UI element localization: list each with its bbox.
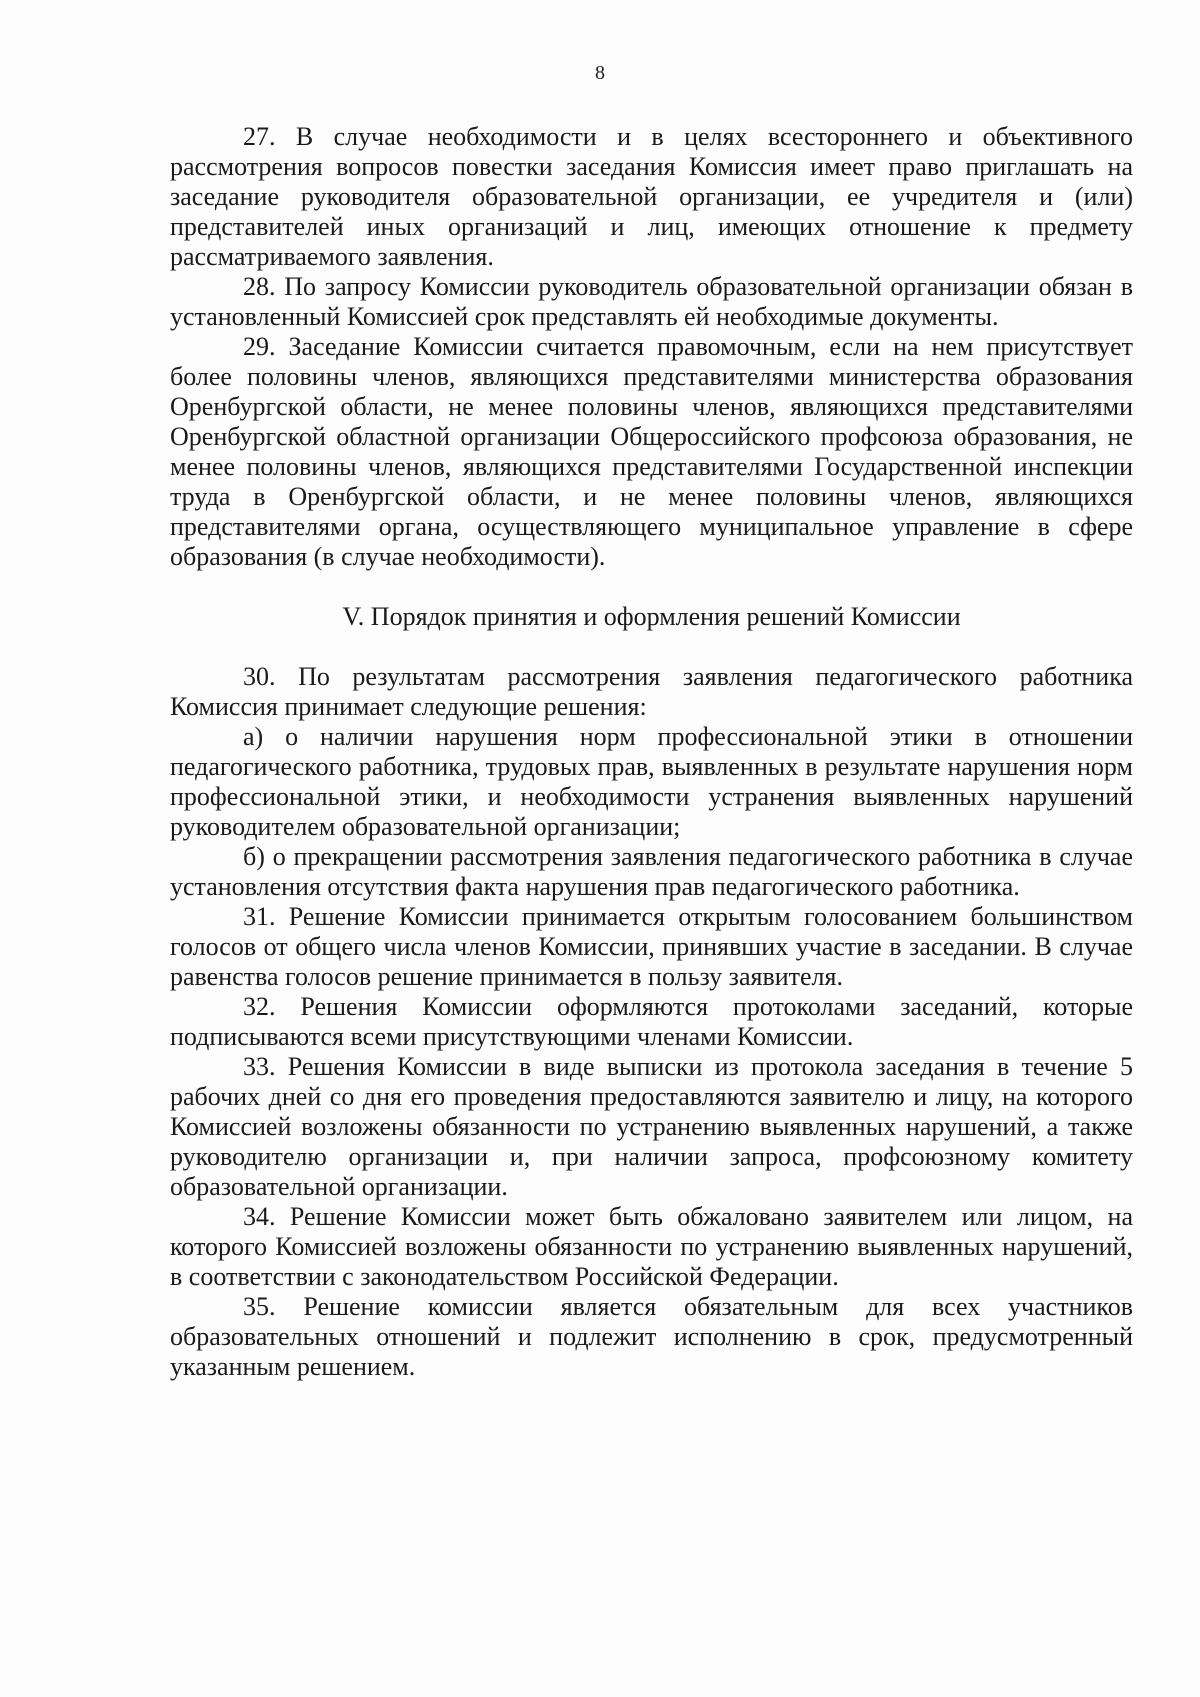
paragraph-35: 35. Решение комиссии является обязательным для всех участников образовательных отношений и подлежит исполнению в срок, предусмотренный указанным решением. [170,1292,1133,1381]
paragraph-30-a: а) о наличии нарушения норм профессиональной этики в отношении педагогического работника, трудовых прав, выявленных в результате нарушения норм профессиональной этики, и необходимости устранения выявленных нарушений руководителем образовательной организации; [170,722,1133,841]
paragraph-28: 28. По запросу Комиссии руководитель образовательной организации обязан в установленный Комиссией срок представлять ей необходимые документы. [170,272,1133,331]
paragraph-30: 30. По результатам рассмотрения заявления педагогического работника Комиссия принимает следующие решения: [170,662,1133,721]
paragraph-33: 33. Решения Комиссии в виде выписки из протокола заседания в течение 5 рабочих дней со дня его проведения предоставляются заявителю и лицу, на которого Комиссией возложены обязанности по устранению выявленных нарушений, а также руководителю организации и, при наличии запроса, профсоюзному комитету образовательной организации. [170,1052,1133,1201]
document-body [170,122,1133,1382]
page-number: 8 [595,62,605,84]
paragraph-27: 27. В случае необходимости и в целях всестороннего и объективного рассмотрения вопросов повестки заседания Комиссия имеет право приглашать на заседание руководителя образовательной организации, ее учредителя и (или) представителей иных организаций и лиц, имеющих отношение к предмету рассматриваемого заявления. [170,122,1133,271]
paragraph-29: 29. Заседание Комиссии считается правомочным, если на нем присутствует более половины членов, являющихся представителями министерства образования Оренбургской области, не менее половины членов, являющихся представителями Оренбургской областной организации Общероссийского профсоюза образования, не менее половины членов, являющихся представителями Государственной инспекции труда в Оренбургской области, и не менее половины членов, являющихся представителями органа, осуществляющего муниципальное управление в сфере образования (в случае необходимости). [170,332,1133,571]
paragraph-34: 34. Решение Комиссии может быть обжаловано заявителем или лицом, на которого Комиссией возложены обязанности по устранению выявленных нарушений, в соответствии с законодательством Российской Федерации. [170,1202,1133,1291]
paragraph-32: 32. Решения Комиссии оформляются протоколами заседаний, которые подписываются всеми присутствующими членами Комиссии. [170,992,1133,1051]
paragraph-30-b: б) о прекращении рассмотрения заявления педагогического работника в случае установления отсутствия факта нарушения прав педагогического работника. [170,842,1133,901]
paragraph-31: 31. Решение Комиссии принимается открытым голосованием большинством голосов от общего числа членов Комиссии, принявших участие в заседании. В случае равенства голосов решение принимается в пользу заявителя. [170,902,1133,991]
section-heading: V. Порядок принятия и оформления решений Комиссии [342,602,961,631]
